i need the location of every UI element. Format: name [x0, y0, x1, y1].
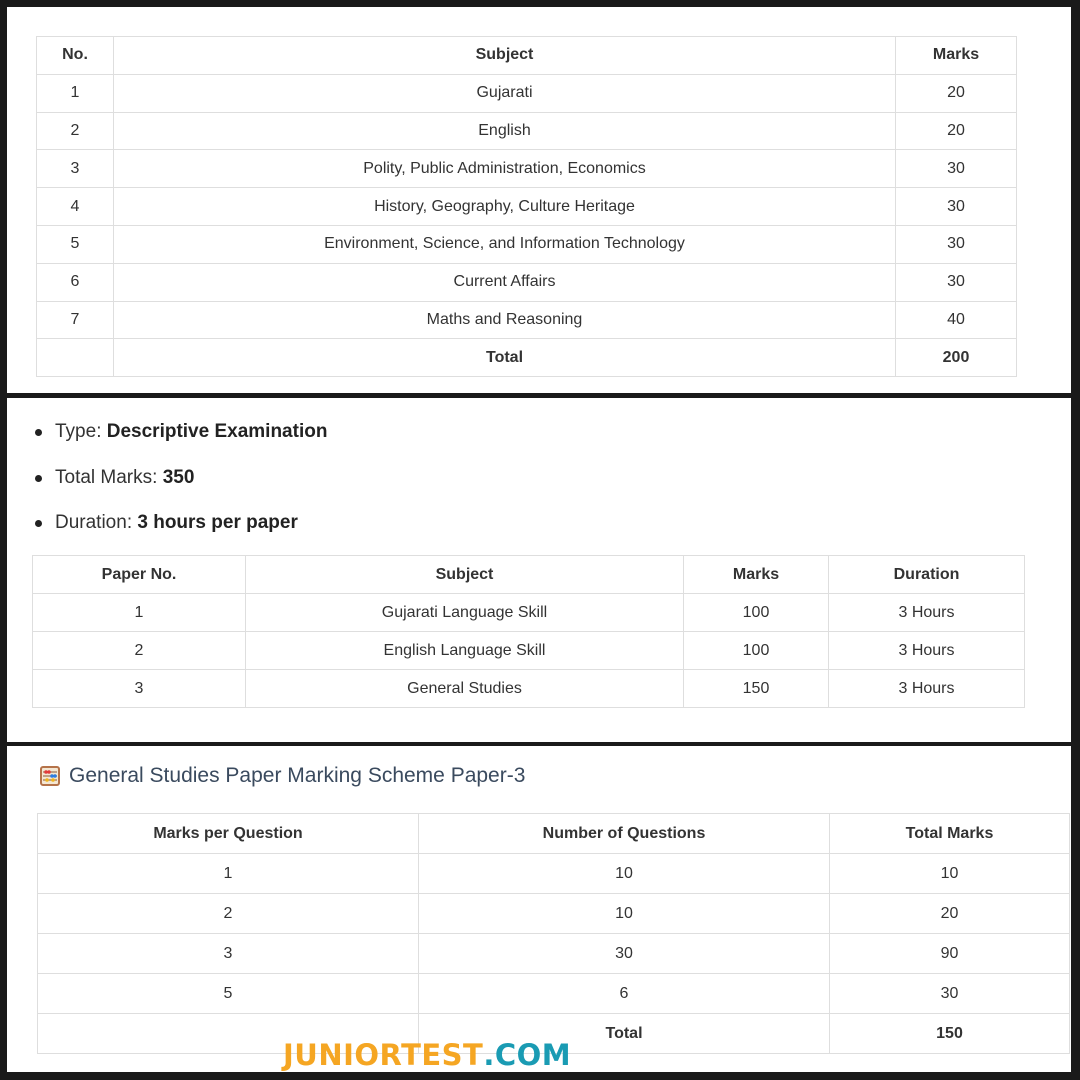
abacus-icon: [40, 766, 60, 786]
cell-marks: 150: [684, 670, 829, 708]
bullet-icon: [35, 520, 42, 527]
table-row: [37, 112, 1017, 150]
cell-subject: Polity, Public Administration, Economics: [114, 150, 896, 188]
cell-duration: 3 Hours: [829, 594, 1025, 632]
juniortest-logo: [283, 1037, 571, 1073]
info-value: 3 hours per paper: [137, 512, 298, 533]
header-no: No.: [37, 37, 114, 75]
table-row: [37, 263, 1017, 301]
cell-marks: 30: [896, 225, 1017, 263]
cell-no: 1: [37, 74, 114, 112]
cell-no: 6: [37, 263, 114, 301]
cell-number-of-questions: 10: [419, 854, 830, 894]
cell-marks-per-question: 1: [38, 854, 419, 894]
header-marks: Marks: [684, 556, 829, 594]
subjects-table: [36, 36, 1017, 377]
cell-marks: 100: [684, 632, 829, 670]
marking-scheme-table: [37, 813, 1070, 1054]
list-item: [35, 420, 327, 466]
cell-marks-per-question: 5: [38, 974, 419, 1014]
info-value: 350: [162, 466, 195, 488]
table-row: [37, 301, 1017, 339]
info-label: Duration:: [55, 512, 138, 533]
cell-marks-per-question: 2: [38, 894, 419, 934]
info-value: Descriptive Examination: [106, 421, 328, 442]
table-row: [38, 854, 1070, 894]
cell-marks: 20: [896, 74, 1017, 112]
cell-empty: [37, 339, 114, 377]
cell-marks: 30: [896, 188, 1017, 226]
header-paper-no: Paper No.: [33, 556, 246, 594]
cell-duration: 3 Hours: [829, 632, 1025, 670]
table-row: [37, 150, 1017, 188]
cell-no: 2: [37, 112, 114, 150]
cell-marks: 20: [896, 112, 1017, 150]
cell-subject: Maths and Reasoning: [114, 301, 896, 339]
info-label: Type:: [55, 421, 107, 442]
cell-subject: Gujarati: [114, 74, 896, 112]
cell-number-of-questions: 30: [419, 934, 830, 974]
cell-subject: Current Affairs: [114, 263, 896, 301]
cell-subject: English Language Skill: [246, 632, 684, 670]
header-subject: Subject: [246, 556, 684, 594]
section-heading: [40, 764, 525, 788]
papers-table: [32, 555, 1025, 708]
cell-no: 7: [37, 301, 114, 339]
section-heading-text: General Studies Paper Marking Scheme Paper-3: [69, 764, 526, 787]
table-row: [38, 894, 1070, 934]
papers-panel: [7, 398, 1071, 742]
bullet-icon: [35, 475, 42, 482]
cell-subject: History, Geography, Culture Heritage: [114, 188, 896, 226]
cell-marks: 30: [896, 150, 1017, 188]
cell-subject: Gujarati Language Skill: [246, 594, 684, 632]
table-row: [33, 594, 1025, 632]
cell-total-marks: 30: [830, 974, 1070, 1014]
cell-subject: General Studies: [246, 670, 684, 708]
cell-paper-no: 3: [33, 670, 246, 708]
logo-text-primary: JUNIORTEST: [283, 1038, 484, 1072]
cell-duration: 3 Hours: [829, 670, 1025, 708]
header-total-marks: Total Marks: [830, 814, 1070, 854]
cell-paper-no: 2: [33, 632, 246, 670]
cell-total-marks: 20: [830, 894, 1070, 934]
cell-total-marks: 10: [830, 854, 1070, 894]
cell-no: 5: [37, 225, 114, 263]
table-row: [37, 225, 1017, 263]
header-marks-per-question: Marks per Question: [38, 814, 419, 854]
table-row: [37, 74, 1017, 112]
cell-subject: Environment, Science, and Information Technology: [114, 225, 896, 263]
total-label: Total: [114, 339, 896, 377]
cell-marks: 40: [896, 301, 1017, 339]
exam-info-list: [35, 420, 327, 557]
table-row: [37, 188, 1017, 226]
total-marks: 150: [830, 1014, 1070, 1054]
total-row: [37, 339, 1017, 377]
cell-number-of-questions: 6: [419, 974, 830, 1014]
marking-scheme-panel: [7, 746, 1071, 1072]
header-duration: Duration: [829, 556, 1025, 594]
total-label: Total: [419, 1014, 830, 1054]
table-row: [33, 670, 1025, 708]
table-row: [38, 934, 1070, 974]
logo-text-suffix: .COM: [483, 1038, 572, 1072]
list-item: [35, 511, 327, 557]
table-header-row: [38, 814, 1070, 854]
cell-number-of-questions: 10: [419, 894, 830, 934]
cell-subject: English: [114, 112, 896, 150]
header-number-of-questions: Number of Questions: [419, 814, 830, 854]
header-subject: Subject: [114, 37, 896, 75]
cell-marks: 30: [896, 263, 1017, 301]
cell-marks: 100: [684, 594, 829, 632]
bullet-icon: [35, 429, 42, 436]
cell-no: 3: [37, 150, 114, 188]
header-marks: Marks: [896, 37, 1017, 75]
cell-total-marks: 90: [830, 934, 1070, 974]
table-header-row: [37, 37, 1017, 75]
table-row: [38, 974, 1070, 1014]
info-label: Total Marks:: [55, 466, 163, 488]
list-item: [35, 466, 327, 512]
table-header-row: [33, 556, 1025, 594]
cell-no: 4: [37, 188, 114, 226]
table-row: [33, 632, 1025, 670]
subjects-panel: [7, 7, 1071, 393]
cell-paper-no: 1: [33, 594, 246, 632]
cell-marks-per-question: 3: [38, 934, 419, 974]
total-marks: 200: [896, 339, 1017, 377]
